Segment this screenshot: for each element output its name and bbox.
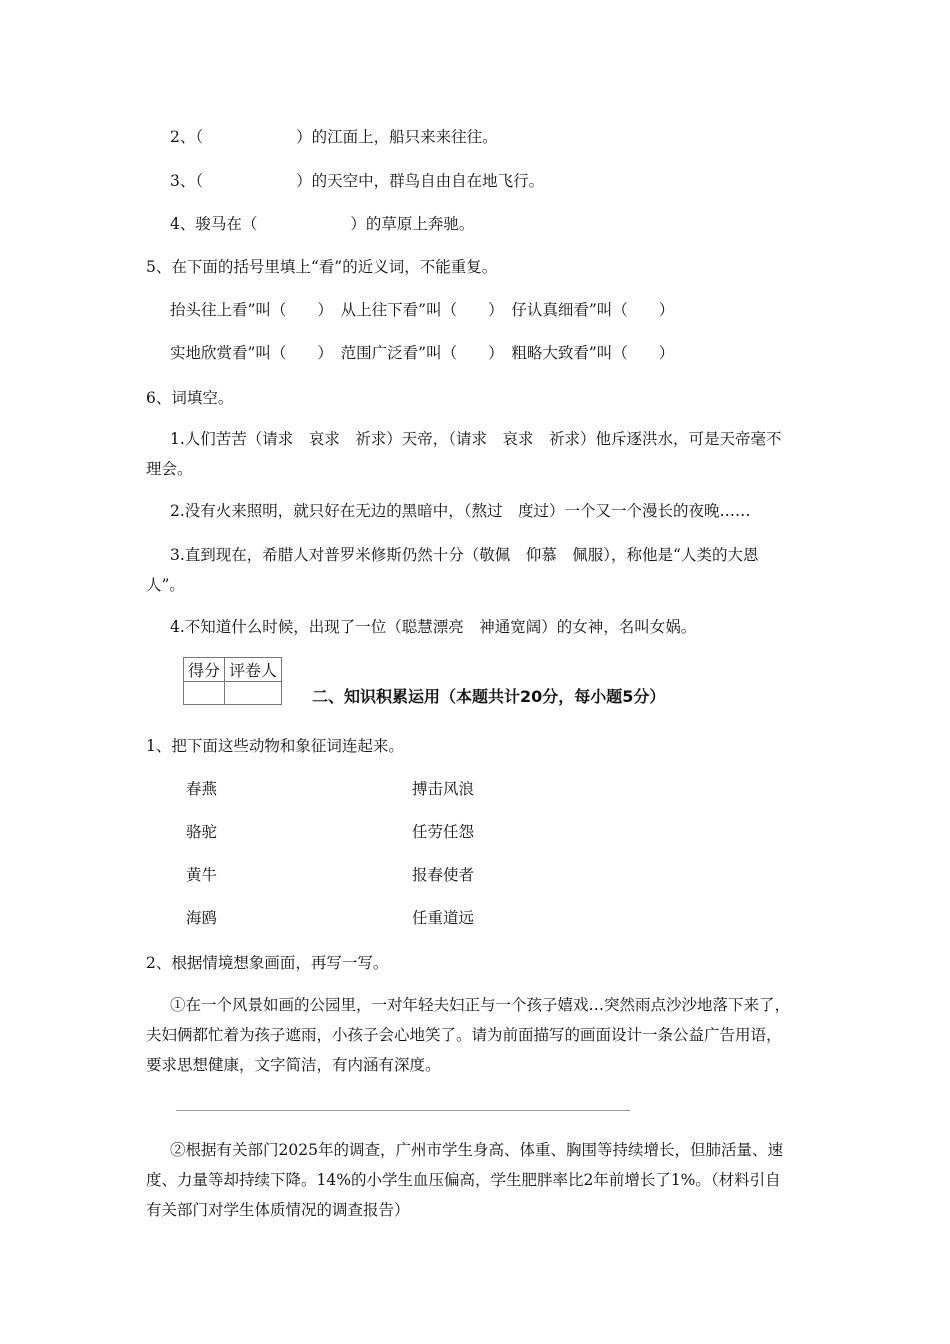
score-label: 得分 [184, 658, 225, 682]
animal-item: 骆驼 [186, 823, 218, 841]
question-5-title: 5、在下面的括号里填上“看”的近义词，不能重复。 [146, 258, 498, 276]
symbol-item: 任重道远 [412, 909, 475, 927]
section-2-question-2-title: 2、根据情境想象画面，再写一写。 [146, 954, 389, 972]
question-6-item-2: 2.没有火来照明，就只好在无边的黑暗中，（熬过 度过）一个又一个漫长的夜晚…… [170, 502, 751, 520]
symbol-item: 搏击风浪 [412, 780, 475, 798]
score-cell[interactable] [184, 682, 225, 705]
answer-line[interactable] [176, 1110, 630, 1111]
animal-item: 春燕 [186, 780, 218, 798]
question-5-row-2: 实地欣赏看”叫（ ） 范围广泛看”叫（ ） 粗略大致看”叫（ ） [170, 344, 675, 362]
scenario-paragraph-1: ①在一个风景如画的公园里，一对年轻夫妇正与一个孩子嬉戏…突然雨点沙沙地落下来了，夫妇俩都忙着为孩子遮雨，小孩子会心地笑了。请为前面描写的画面设计一条公益广告用语，要求思想健康，文字简洁，有内涵有深度。 [146, 996, 791, 1074]
question-5-row-1: 抬头往上看”叫（ ） 从上往下看”叫（ ） 仔认真细看”叫（ ） [170, 301, 675, 319]
section-2-question-1-title: 1、把下面这些动物和象征词连起来。 [146, 737, 404, 755]
score-box [183, 657, 282, 705]
question-3-line: 3、（ ）的天空中，群鸟自由自在地飞行。 [170, 172, 545, 190]
question-4-line: 4、骏马在（ ）的草原上奔驰。 [170, 215, 475, 233]
symbol-item: 报春使者 [412, 866, 475, 884]
question-6-title: 6、词填空。 [146, 389, 234, 407]
grader-cell[interactable] [225, 682, 282, 705]
question-6-item-3: 3.直到现在，希腊人对普罗米修斯仍然十分（敬佩 仰慕 佩服），称他是“人类的大恩人”。 [146, 546, 759, 594]
grader-label: 评卷人 [225, 658, 282, 682]
animal-item: 海鸥 [186, 909, 218, 927]
question-6-item-4: 4.不知道什么时候，出现了一位（聪慧漂亮 神通宽阔）的女神，名叫女娲。 [170, 618, 697, 636]
animal-item: 黄牛 [186, 866, 218, 884]
section-2-title: 二、知识积累运用（本题共计20分，每小题5分） [312, 687, 666, 706]
scenario-paragraph-2: ②根据有关部门2025年的调查，广州市学生身高、体重、胸围等持续增长，但肺活量、速度、力量等却持续下降。14%的小学生血压偏高，学生肥胖率比2年前增长了1%。（材料引自有关部门对学生体质情况的调查报告） [146, 1141, 783, 1219]
question-2-line: 2、（ ）的江面上，船只来来往往。 [170, 128, 498, 146]
question-6-item-1: 1.人们苦苦（请求 哀求 祈求）天帝，（请求 哀求 祈求）他斥逐洪水，可是天帝毫不理会。 [146, 430, 782, 478]
symbol-item: 任劳任怨 [412, 823, 475, 841]
